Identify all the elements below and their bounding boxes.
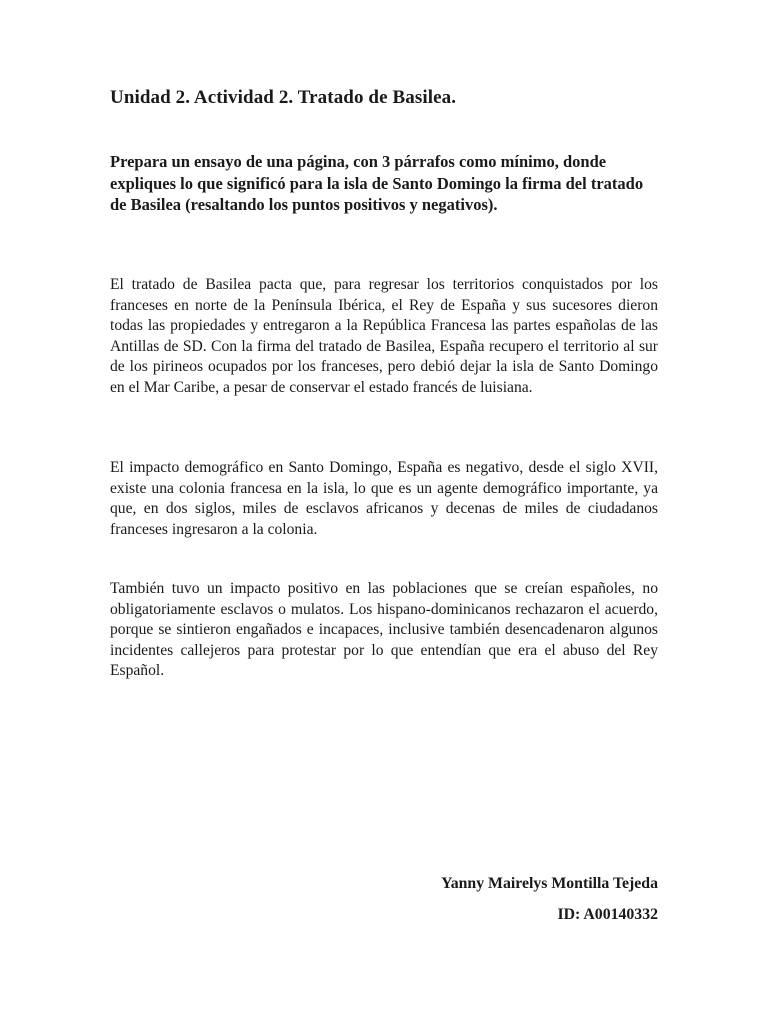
essay-paragraph-2: El impacto demográfico en Santo Domingo, España es negativo, desde el siglo XVII, existe una colonia francesa en la isla, lo que es un agente demográfico importante, ya que, en dos siglos, miles de esclavos africanos y decenas de miles de ciudadanos franceses ingresaron a la colonia. xyxy=(110,459,658,538)
author-id: ID: A00140332 xyxy=(557,906,658,923)
assignment-prompt: Prepara un ensayo de una página, con 3 párrafos como mínimo, donde expliques lo que significó para la isla de Santo Domingo la firma del tratado de Basilea (resaltando los puntos positivos y negativos). xyxy=(110,152,644,214)
document-page xyxy=(110,0,658,1024)
essay-paragraph-1: El tratado de Basilea pacta que, para regresar los territorios conquistados por los franceses en norte de la Península Ibérica, el Rey de España y sus sucesores dieron todas las propiedades y entregaron a la República Francesa las partes españolas de las Antillas de SD. Con la firma del tratado de Basilea, España recupero el territorio al sur de los pirineos ocupados por los franceses, pero debió dejar la isla de Santo Domingo en el Mar Caribe, a pesar de conservar el estado francés de luisiana. xyxy=(110,276,658,396)
author-name: Yanny Mairelys Montilla Tejeda xyxy=(441,875,658,892)
document-title: Unidad 2. Actividad 2. Tratado de Basilea. xyxy=(110,87,457,108)
essay-paragraph-3: También tuvo un impacto positivo en las poblaciones que se creían españoles, no obligatoriamente esclavos o mulatos. Los hispano-dominicanos rechazaron el acuerdo, porque se sintieron engañados e incapaces, inclusive también desencadenaron algunos incidentes callejeros para protestar por lo que entendían que era el abuso del Rey Español. xyxy=(110,580,658,679)
